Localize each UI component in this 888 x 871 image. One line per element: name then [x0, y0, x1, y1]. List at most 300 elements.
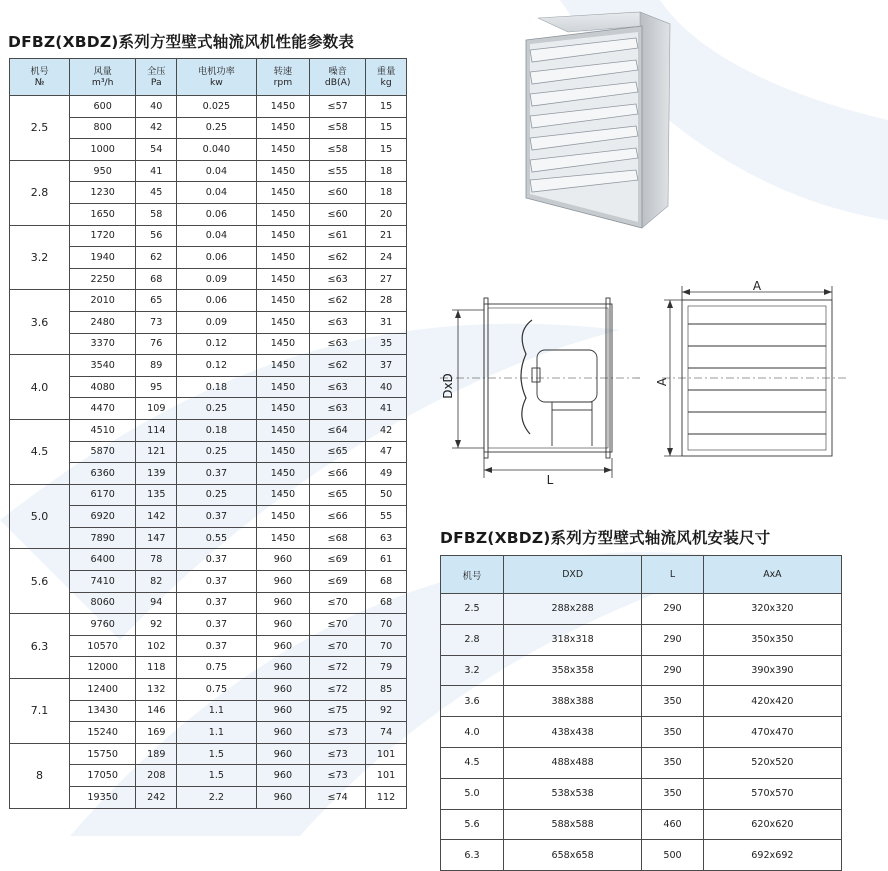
model-cell: 4.5: [441, 747, 504, 778]
flow-cell: 1720: [70, 225, 136, 247]
pressure-cell: 40: [136, 96, 177, 118]
speed-cell: 1450: [256, 203, 310, 225]
noise-cell: ≤57: [310, 96, 366, 118]
noise-cell: ≤60: [310, 182, 366, 204]
power-cell: 0.12: [177, 355, 256, 377]
table-row: [10, 614, 407, 636]
speed-cell: 960: [256, 592, 310, 614]
dxd-cell: 488x488: [504, 747, 642, 778]
table-row: [10, 571, 407, 593]
axa-cell: 420x420: [703, 686, 841, 717]
performance-table-body: [10, 96, 407, 809]
installation-table-body: [441, 594, 842, 871]
weight-cell: 101: [366, 743, 407, 765]
installation-header-cell: DXD: [504, 556, 642, 594]
speed-cell: 1450: [256, 376, 310, 398]
speed-cell: 1450: [256, 290, 310, 312]
weight-cell: 15: [366, 117, 407, 139]
flow-cell: 4080: [70, 376, 136, 398]
l-cell: 350: [642, 717, 704, 748]
weight-cell: 70: [366, 614, 407, 636]
weight-cell: 79: [366, 657, 407, 679]
table-row: [441, 809, 842, 840]
power-cell: 0.04: [177, 160, 256, 182]
power-cell: 0.18: [177, 419, 256, 441]
header-line-2: rpm: [273, 77, 293, 88]
table-row: [10, 398, 407, 420]
model-number-cell: 3.2: [10, 225, 70, 290]
axa-cell: 620x620: [703, 809, 841, 840]
table-row: [441, 778, 842, 809]
model-number-cell: 8: [10, 743, 70, 808]
speed-cell: 1450: [256, 506, 310, 528]
power-cell: 0.37: [177, 463, 256, 485]
noise-cell: ≤60: [310, 203, 366, 225]
noise-cell: ≤63: [310, 333, 366, 355]
model-number-cell: 2.8: [10, 160, 70, 225]
power-cell: 0.37: [177, 549, 256, 571]
speed-cell: 960: [256, 679, 310, 701]
flow-cell: 8060: [70, 592, 136, 614]
model-cell: 2.5: [441, 594, 504, 625]
weight-cell: 41: [366, 398, 407, 420]
pressure-cell: 139: [136, 463, 177, 485]
model-number-cell: 3.6: [10, 290, 70, 355]
performance-header-cell: [366, 59, 407, 96]
speed-cell: 1450: [256, 463, 310, 485]
speed-cell: 1450: [256, 333, 310, 355]
model-number-cell: 7.1: [10, 679, 70, 744]
weight-cell: 61: [366, 549, 407, 571]
flow-cell: 7410: [70, 571, 136, 593]
performance-header-cell: [136, 59, 177, 96]
a-height-label: A: [655, 377, 669, 387]
pressure-cell: 42: [136, 117, 177, 139]
pressure-cell: 76: [136, 333, 177, 355]
pressure-cell: 58: [136, 203, 177, 225]
flow-cell: 2250: [70, 268, 136, 290]
dxd-cell: 538x538: [504, 778, 642, 809]
l-cell: 500: [642, 840, 704, 871]
flow-cell: 6360: [70, 463, 136, 485]
table-row: [441, 594, 842, 625]
speed-cell: 1450: [256, 311, 310, 333]
power-cell: 0.040: [177, 139, 256, 161]
weight-cell: 63: [366, 527, 407, 549]
power-cell: 0.12: [177, 333, 256, 355]
speed-cell: 960: [256, 657, 310, 679]
axa-cell: 692x692: [703, 840, 841, 871]
flow-cell: 7890: [70, 527, 136, 549]
speed-cell: 1450: [256, 247, 310, 269]
noise-cell: ≤65: [310, 484, 366, 506]
noise-cell: ≤65: [310, 441, 366, 463]
axa-cell: 390x390: [703, 655, 841, 686]
speed-cell: 960: [256, 549, 310, 571]
table-row: [10, 787, 407, 809]
weight-cell: 92: [366, 700, 407, 722]
pressure-cell: 121: [136, 441, 177, 463]
noise-cell: ≤66: [310, 506, 366, 528]
power-cell: 0.04: [177, 182, 256, 204]
pressure-cell: 147: [136, 527, 177, 549]
table-row: [10, 376, 407, 398]
speed-cell: 1450: [256, 160, 310, 182]
table-row: [10, 182, 407, 204]
table-row: [10, 160, 407, 182]
speed-cell: 960: [256, 571, 310, 593]
table-row: [10, 700, 407, 722]
table-row: [441, 686, 842, 717]
header-line-2: Pa: [150, 77, 162, 88]
l-cell: 460: [642, 809, 704, 840]
table-row: [10, 484, 407, 506]
table-row: [10, 722, 407, 744]
table-row: [10, 657, 407, 679]
pressure-cell: 242: [136, 787, 177, 809]
model-cell: 3.2: [441, 655, 504, 686]
pressure-cell: 78: [136, 549, 177, 571]
pressure-cell: 82: [136, 571, 177, 593]
model-cell: 4.0: [441, 717, 504, 748]
table-row: [10, 333, 407, 355]
noise-cell: ≤55: [310, 160, 366, 182]
flow-cell: 19350: [70, 787, 136, 809]
installation-table-title: DFBZ(XBDZ)系列方型壁式轴流风机安装尺寸: [440, 529, 771, 547]
speed-cell: 960: [256, 787, 310, 809]
power-cell: 0.37: [177, 614, 256, 636]
table-row: [10, 96, 407, 118]
flow-cell: 17050: [70, 765, 136, 787]
noise-cell: ≤58: [310, 117, 366, 139]
power-cell: 0.25: [177, 398, 256, 420]
power-cell: 0.37: [177, 506, 256, 528]
power-cell: 1.5: [177, 765, 256, 787]
flow-cell: 9760: [70, 614, 136, 636]
speed-cell: 1450: [256, 441, 310, 463]
noise-cell: ≤66: [310, 463, 366, 485]
noise-cell: ≤68: [310, 527, 366, 549]
weight-cell: 50: [366, 484, 407, 506]
flow-cell: 2480: [70, 311, 136, 333]
model-number-cell: 5.0: [10, 484, 70, 549]
flow-cell: 15240: [70, 722, 136, 744]
speed-cell: 1450: [256, 484, 310, 506]
axa-cell: 520x520: [703, 747, 841, 778]
pressure-cell: 73: [136, 311, 177, 333]
noise-cell: ≤72: [310, 679, 366, 701]
flow-cell: 600: [70, 96, 136, 118]
flow-cell: 3370: [70, 333, 136, 355]
noise-cell: ≤63: [310, 268, 366, 290]
flow-cell: 1650: [70, 203, 136, 225]
table-row: [441, 747, 842, 778]
pressure-cell: 92: [136, 614, 177, 636]
weight-cell: 55: [366, 506, 407, 528]
l-cell: 290: [642, 594, 704, 625]
model-cell: 6.3: [441, 840, 504, 871]
flow-cell: 1940: [70, 247, 136, 269]
power-cell: 0.09: [177, 311, 256, 333]
header-line-2: m³/h: [91, 77, 114, 88]
header-line-1: 电机功率: [198, 66, 235, 77]
speed-cell: 1450: [256, 225, 310, 247]
table-row: [10, 268, 407, 290]
axa-cell: 320x320: [703, 594, 841, 625]
a-width-label: A: [752, 279, 762, 293]
performance-header-cell: [177, 59, 256, 96]
weight-cell: 35: [366, 333, 407, 355]
speed-cell: 1450: [256, 419, 310, 441]
pressure-cell: 56: [136, 225, 177, 247]
pressure-cell: 94: [136, 592, 177, 614]
flow-cell: 12000: [70, 657, 136, 679]
table-row: [10, 635, 407, 657]
flow-cell: 6170: [70, 484, 136, 506]
installation-header-row: [441, 556, 842, 594]
pressure-cell: 109: [136, 398, 177, 420]
flow-cell: 6920: [70, 506, 136, 528]
model-number-cell: 5.6: [10, 549, 70, 614]
weight-cell: 42: [366, 419, 407, 441]
power-cell: 1.1: [177, 700, 256, 722]
noise-cell: ≤73: [310, 743, 366, 765]
flow-cell: 13430: [70, 700, 136, 722]
power-cell: 0.06: [177, 247, 256, 269]
speed-cell: 960: [256, 614, 310, 636]
model-number-cell: 2.5: [10, 96, 70, 161]
dxd-cell: 588x588: [504, 809, 642, 840]
dxd-dimension-label: DxD: [441, 373, 455, 399]
dxd-cell: 358x358: [504, 655, 642, 686]
noise-cell: ≤69: [310, 549, 366, 571]
table-row: [10, 419, 407, 441]
power-cell: 0.37: [177, 592, 256, 614]
noise-cell: ≤73: [310, 765, 366, 787]
speed-cell: 1450: [256, 96, 310, 118]
table-row: [10, 506, 407, 528]
power-cell: 0.06: [177, 203, 256, 225]
pressure-cell: 208: [136, 765, 177, 787]
header-line-1: 全压: [147, 66, 166, 77]
flow-cell: 2010: [70, 290, 136, 312]
l-cell: 290: [642, 624, 704, 655]
weight-cell: 18: [366, 160, 407, 182]
pressure-cell: 135: [136, 484, 177, 506]
pressure-cell: 146: [136, 700, 177, 722]
model-number-cell: 4.5: [10, 419, 70, 484]
noise-cell: ≤69: [310, 571, 366, 593]
weight-cell: 18: [366, 182, 407, 204]
dxd-cell: 288x288: [504, 594, 642, 625]
speed-cell: 960: [256, 765, 310, 787]
table-row: [10, 117, 407, 139]
table-row: [10, 311, 407, 333]
header-line-2: dB(A): [324, 77, 351, 88]
power-cell: 1.1: [177, 722, 256, 744]
dxd-cell: 388x388: [504, 686, 642, 717]
weight-cell: 85: [366, 679, 407, 701]
front-view-diagram: [652, 278, 846, 464]
model-number-cell: 4.0: [10, 355, 70, 420]
speed-cell: 1450: [256, 139, 310, 161]
side-view-diagram: [440, 298, 640, 487]
l-cell: 290: [642, 655, 704, 686]
speed-cell: 960: [256, 635, 310, 657]
noise-cell: ≤64: [310, 419, 366, 441]
noise-cell: ≤72: [310, 657, 366, 679]
noise-cell: ≤73: [310, 722, 366, 744]
weight-cell: 47: [366, 441, 407, 463]
flow-cell: 15750: [70, 743, 136, 765]
performance-header-cell: [10, 59, 70, 96]
header-line-1: 机号: [30, 66, 49, 77]
table-row: [441, 624, 842, 655]
flow-cell: 12400: [70, 679, 136, 701]
installation-table: [440, 555, 842, 871]
pressure-cell: 65: [136, 290, 177, 312]
power-cell: 0.25: [177, 441, 256, 463]
table-row: [10, 679, 407, 701]
installation-header-cell: 机号: [441, 556, 504, 594]
weight-cell: 27: [366, 268, 407, 290]
flow-cell: 1000: [70, 139, 136, 161]
header-line-2: kg: [380, 77, 392, 88]
speed-cell: 1450: [256, 117, 310, 139]
pressure-cell: 114: [136, 419, 177, 441]
weight-cell: 28: [366, 290, 407, 312]
table-row: [441, 840, 842, 871]
noise-cell: ≤63: [310, 376, 366, 398]
dxd-cell: 438x438: [504, 717, 642, 748]
noise-cell: ≤61: [310, 225, 366, 247]
pressure-cell: 95: [136, 376, 177, 398]
noise-cell: ≤62: [310, 290, 366, 312]
dxd-cell: 318x318: [504, 624, 642, 655]
power-cell: 0.025: [177, 96, 256, 118]
noise-cell: ≤70: [310, 592, 366, 614]
pressure-cell: 169: [136, 722, 177, 744]
model-number-cell: 6.3: [10, 614, 70, 679]
weight-cell: 112: [366, 787, 407, 809]
speed-cell: 960: [256, 722, 310, 744]
header-line-1: 噪音: [328, 66, 347, 77]
header-line-1: 重量: [376, 66, 396, 77]
weight-cell: 49: [366, 463, 407, 485]
speed-cell: 1450: [256, 182, 310, 204]
flow-cell: 3540: [70, 355, 136, 377]
pressure-cell: 45: [136, 182, 177, 204]
noise-cell: ≤75: [310, 700, 366, 722]
axa-cell: 570x570: [703, 778, 841, 809]
noise-cell: ≤63: [310, 311, 366, 333]
weight-cell: 21: [366, 225, 407, 247]
table-row: [441, 717, 842, 748]
pressure-cell: 89: [136, 355, 177, 377]
flow-cell: 5870: [70, 441, 136, 463]
weight-cell: 20: [366, 203, 407, 225]
header-line-1: 风量: [93, 66, 112, 77]
noise-cell: ≤70: [310, 635, 366, 657]
flow-cell: 950: [70, 160, 136, 182]
table-row: [10, 592, 407, 614]
table-row: [10, 290, 407, 312]
l-dimension-label: L: [546, 473, 554, 487]
installation-header-cell: L: [642, 556, 704, 594]
table-row: [10, 549, 407, 571]
model-cell: 5.6: [441, 809, 504, 840]
table-row: [10, 441, 407, 463]
performance-table: [9, 58, 407, 809]
flow-cell: 1230: [70, 182, 136, 204]
power-cell: 0.75: [177, 657, 256, 679]
power-cell: 0.55: [177, 527, 256, 549]
pressure-cell: 62: [136, 247, 177, 269]
table-row: [10, 355, 407, 377]
weight-cell: 68: [366, 571, 407, 593]
l-cell: 350: [642, 747, 704, 778]
power-cell: 0.09: [177, 268, 256, 290]
model-cell: 3.6: [441, 686, 504, 717]
power-cell: 0.37: [177, 571, 256, 593]
weight-cell: 70: [366, 635, 407, 657]
table-row: [10, 463, 407, 485]
power-cell: 0.75: [177, 679, 256, 701]
axa-cell: 350x350: [703, 624, 841, 655]
table-row: [10, 225, 407, 247]
weight-cell: 15: [366, 139, 407, 161]
power-cell: 0.06: [177, 290, 256, 312]
noise-cell: ≤62: [310, 247, 366, 269]
weight-cell: 68: [366, 592, 407, 614]
weight-cell: 31: [366, 311, 407, 333]
speed-cell: 960: [256, 700, 310, 722]
speed-cell: 1450: [256, 527, 310, 549]
performance-header-cell: [310, 59, 366, 96]
table-row: [10, 765, 407, 787]
pressure-cell: 142: [136, 506, 177, 528]
table-row: [10, 743, 407, 765]
installation-header-cell: AxA: [703, 556, 841, 594]
table-row: [10, 527, 407, 549]
pressure-cell: 189: [136, 743, 177, 765]
performance-table-title: DFBZ(XBDZ)系列方型壁式轴流风机性能参数表: [8, 33, 355, 51]
performance-header-row: [10, 59, 407, 96]
table-row: [10, 247, 407, 269]
power-cell: 0.25: [177, 117, 256, 139]
header-line-2: kw: [209, 77, 223, 88]
weight-cell: 15: [366, 96, 407, 118]
product-photo: [518, 10, 678, 232]
table-row: [10, 139, 407, 161]
weight-cell: 37: [366, 355, 407, 377]
pressure-cell: 41: [136, 160, 177, 182]
noise-cell: ≤63: [310, 398, 366, 420]
performance-header-cell: [70, 59, 136, 96]
pressure-cell: 118: [136, 657, 177, 679]
flow-cell: 10570: [70, 635, 136, 657]
power-cell: 2.2: [177, 787, 256, 809]
noise-cell: ≤74: [310, 787, 366, 809]
table-row: [10, 203, 407, 225]
pressure-cell: 68: [136, 268, 177, 290]
speed-cell: 1450: [256, 398, 310, 420]
flow-cell: 800: [70, 117, 136, 139]
axa-cell: 470x470: [703, 717, 841, 748]
speed-cell: 1450: [256, 268, 310, 290]
power-cell: 1.5: [177, 743, 256, 765]
noise-cell: ≤58: [310, 139, 366, 161]
